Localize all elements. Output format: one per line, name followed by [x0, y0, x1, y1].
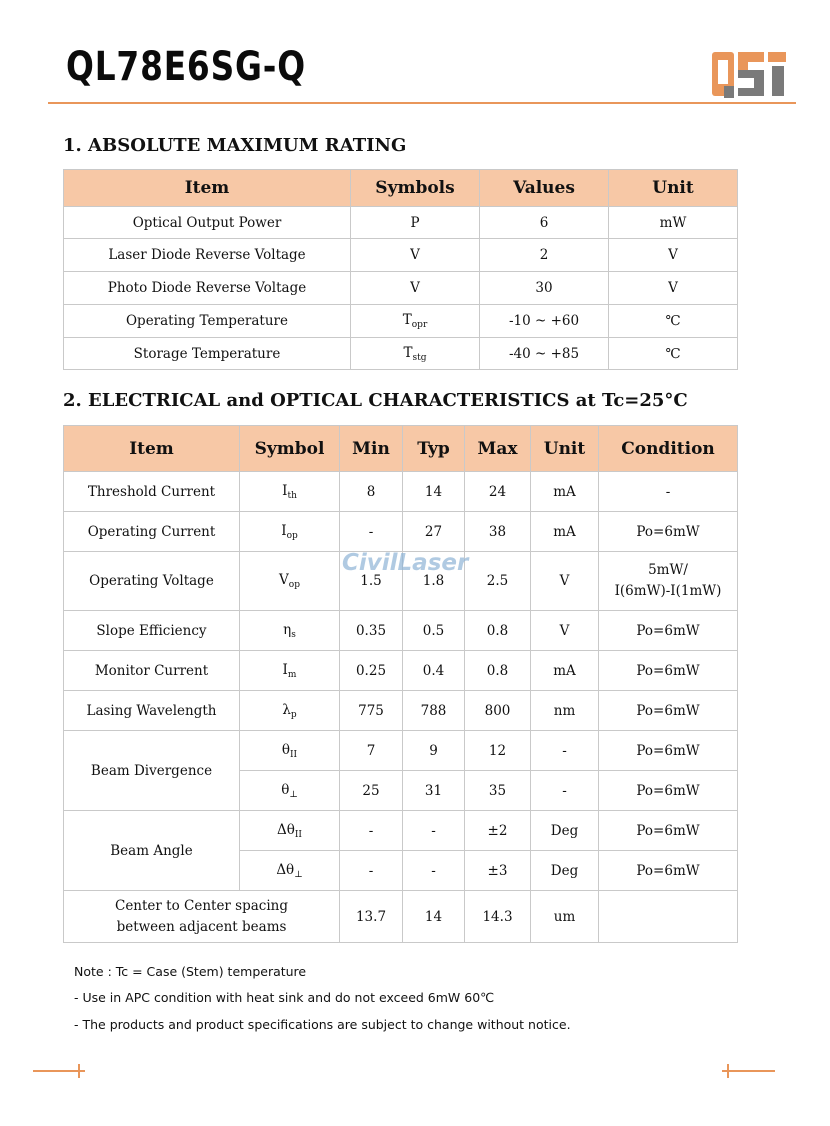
condition-cell: - — [599, 472, 738, 512]
min-cell: 0.25 — [340, 651, 403, 691]
item-cell: Slope Efficiency — [64, 611, 240, 651]
col-values: Values — [480, 170, 609, 207]
item-cell: Photo Diode Reverse Voltage — [64, 272, 351, 305]
symbol: θ — [281, 781, 290, 798]
min-cell: 13.7 — [340, 891, 403, 943]
symbol-cell — [351, 272, 480, 305]
min-cell: 1.5 — [340, 552, 403, 611]
unit-cell: mA — [531, 472, 599, 512]
note-line: Note : Tc = Case (Stem) temperature — [74, 964, 307, 979]
table-header-row — [64, 426, 738, 472]
table-row — [64, 651, 738, 691]
col-symbols: Symbols — [351, 170, 480, 207]
section1-heading: 1. ABSOLUTE MAXIMUM RATING — [63, 135, 407, 156]
table-row — [64, 512, 738, 552]
value-cell: -40 ~ +85 — [480, 338, 609, 370]
note-line: - The products and product specifications are subject to change without notice. — [74, 1017, 571, 1032]
unit-cell: mW — [609, 207, 738, 239]
condition-cell — [599, 891, 738, 943]
footer-tick-left — [78, 1064, 80, 1078]
max-cell: 12 — [465, 731, 531, 771]
min-cell: 0.35 — [340, 611, 403, 651]
symbol: θ — [281, 741, 290, 758]
min-cell: 25 — [340, 771, 403, 811]
symbol-subscript: ⊥ — [289, 789, 298, 800]
max-cell: 14.3 — [465, 891, 531, 943]
typ-cell: 788 — [403, 691, 465, 731]
typ-cell: 0.5 — [403, 611, 465, 651]
col-typ: Typ — [403, 426, 465, 472]
symbol-subscript: m — [287, 669, 297, 680]
condition-cell: Po=6mW — [599, 691, 738, 731]
item-cell: Operating Temperature — [64, 305, 351, 338]
table-row — [64, 731, 738, 771]
symbol-cell — [240, 731, 340, 771]
item-cell: Beam Divergence — [64, 731, 240, 811]
table-row — [64, 305, 738, 338]
symbol: I — [282, 482, 288, 499]
symbol: T — [402, 312, 412, 328]
typ-cell: 27 — [403, 512, 465, 552]
absolute-max-table — [63, 169, 738, 370]
col-max: Max — [465, 426, 531, 472]
unit-cell: Deg — [531, 851, 599, 891]
min-cell: 775 — [340, 691, 403, 731]
symbol-subscript: s — [291, 629, 296, 640]
item-cell: Laser Diode Reverse Voltage — [64, 239, 351, 272]
min-cell: - — [340, 811, 403, 851]
condition-cell: Po=6mW — [599, 651, 738, 691]
unit-cell: Deg — [531, 811, 599, 851]
section2-heading: 2. ELECTRICAL and OPTICAL CHARACTERISTICS at Tc=25°C — [63, 390, 688, 411]
symbol-cell — [351, 207, 480, 239]
table-row — [64, 611, 738, 651]
min-cell: - — [340, 512, 403, 552]
table-row — [64, 891, 738, 943]
qsi-logo — [712, 48, 788, 100]
header-rule — [48, 102, 796, 104]
symbol-subscript: II — [290, 749, 298, 760]
symbol-cell — [240, 811, 340, 851]
typ-cell: - — [403, 851, 465, 891]
max-cell: 2.5 — [465, 552, 531, 611]
symbol-cell — [240, 851, 340, 891]
table-row — [64, 691, 738, 731]
footer-tick-right — [727, 1064, 729, 1078]
max-cell: 800 — [465, 691, 531, 731]
symbol-subscript: opr — [411, 320, 428, 330]
value-cell: 2 — [480, 239, 609, 272]
min-cell: 7 — [340, 731, 403, 771]
max-cell: 0.8 — [465, 651, 531, 691]
col-item: Item — [64, 170, 351, 207]
symbol-cell — [240, 651, 340, 691]
symbol: V — [279, 572, 289, 588]
typ-cell: - — [403, 811, 465, 851]
item-line-1: Center to Center spacing — [114, 897, 289, 914]
symbol-subscript: ⊥ — [294, 869, 303, 880]
symbol: λ — [282, 701, 291, 718]
electrical-optical-table — [63, 425, 738, 943]
item-cell — [64, 891, 340, 943]
symbol-cell — [240, 512, 340, 552]
col-min: Min — [340, 426, 403, 472]
symbol-subscript: p — [290, 709, 297, 720]
watermark: CivilLaser — [342, 550, 469, 576]
symbol-subscript: op — [288, 580, 300, 590]
col-condition: Condition — [599, 426, 738, 472]
condition-cell: Po=6mW — [599, 611, 738, 651]
value-cell: 6 — [480, 207, 609, 239]
symbol-cell — [351, 305, 480, 338]
symbol-cell — [351, 239, 480, 272]
item-cell: Storage Temperature — [64, 338, 351, 370]
symbol-subscript: II — [294, 829, 302, 840]
typ-cell: 1.8 — [403, 552, 465, 611]
item-cell: Beam Angle — [64, 811, 240, 891]
table-row — [64, 207, 738, 239]
value-cell: -10 ~ +60 — [480, 305, 609, 338]
max-cell: ±2 — [465, 811, 531, 851]
condition-cell: Po=6mW — [599, 811, 738, 851]
symbol-subscript: th — [287, 490, 297, 501]
unit-cell: um — [531, 891, 599, 943]
table-header-row — [64, 170, 738, 207]
item-cell: Optical Output Power — [64, 207, 351, 239]
typ-cell: 14 — [403, 891, 465, 943]
item-line-2: between adjacent beams — [116, 918, 287, 935]
unit-cell: V — [531, 552, 599, 611]
col-unit: Unit — [531, 426, 599, 472]
unit-cell: ℃ — [609, 305, 738, 338]
max-cell: ±3 — [465, 851, 531, 891]
symbol-subscript: stg — [412, 352, 427, 363]
condition-cell: Po=6mW — [599, 512, 738, 552]
min-cell: 8 — [340, 472, 403, 512]
item-cell: Monitor Current — [64, 651, 240, 691]
symbol-cell — [240, 552, 340, 611]
condition-cell — [599, 552, 738, 611]
max-cell: 38 — [465, 512, 531, 552]
max-cell: 0.8 — [465, 611, 531, 651]
table-row — [64, 272, 738, 305]
symbol: η — [283, 621, 292, 638]
item-cell: Threshold Current — [64, 472, 240, 512]
max-cell: 35 — [465, 771, 531, 811]
symbol-subscript: op — [286, 530, 298, 541]
unit-cell: - — [531, 771, 599, 811]
max-cell: 24 — [465, 472, 531, 512]
symbol: T — [403, 344, 413, 361]
symbol: I — [281, 522, 287, 539]
note-line: - Use in APC condition with heat sink and do not exceed 6mW 60℃ — [74, 990, 495, 1005]
value-cell: 30 — [480, 272, 609, 305]
table-row — [64, 338, 738, 370]
unit-cell: mA — [531, 651, 599, 691]
typ-cell: 31 — [403, 771, 465, 811]
col-item: Item — [64, 426, 240, 472]
col-symbol: Symbol — [240, 426, 340, 472]
symbol-cell — [240, 691, 340, 731]
symbol-cell — [240, 611, 340, 651]
item-cell: Lasing Wavelength — [64, 691, 240, 731]
symbol-cell — [240, 472, 340, 512]
unit-cell: mA — [531, 512, 599, 552]
item-cell: Operating Current — [64, 512, 240, 552]
symbol: Δθ — [276, 821, 295, 838]
unit-cell: V — [609, 239, 738, 272]
unit-cell: ℃ — [609, 338, 738, 370]
footer-mark-right — [722, 1070, 775, 1072]
unit-cell: V — [531, 611, 599, 651]
condition-line-1: 5mW/ — [648, 562, 688, 578]
table-row — [64, 811, 738, 851]
table-row — [64, 472, 738, 512]
col-unit: Unit — [609, 170, 738, 207]
condition-line-2: I(6mW)-I(1mW) — [614, 583, 722, 599]
typ-cell: 14 — [403, 472, 465, 512]
table-row — [64, 239, 738, 272]
condition-cell: Po=6mW — [599, 731, 738, 771]
symbol: V — [410, 280, 420, 296]
typ-cell: 9 — [403, 731, 465, 771]
typ-cell: 0.4 — [403, 651, 465, 691]
unit-cell: - — [531, 731, 599, 771]
condition-cell: Po=6mW — [599, 771, 738, 811]
symbol: V — [410, 247, 420, 263]
symbol: Δθ — [276, 861, 295, 878]
symbol: P — [410, 214, 420, 231]
condition-cell: Po=6mW — [599, 851, 738, 891]
min-cell: - — [340, 851, 403, 891]
symbol-cell — [240, 771, 340, 811]
item-cell: Operating Voltage — [64, 552, 240, 611]
symbol: I — [282, 661, 288, 678]
symbol-cell — [351, 338, 480, 370]
unit-cell: V — [609, 272, 738, 305]
document-title: QL78E6SG-Q — [66, 44, 306, 90]
unit-cell: nm — [531, 691, 599, 731]
